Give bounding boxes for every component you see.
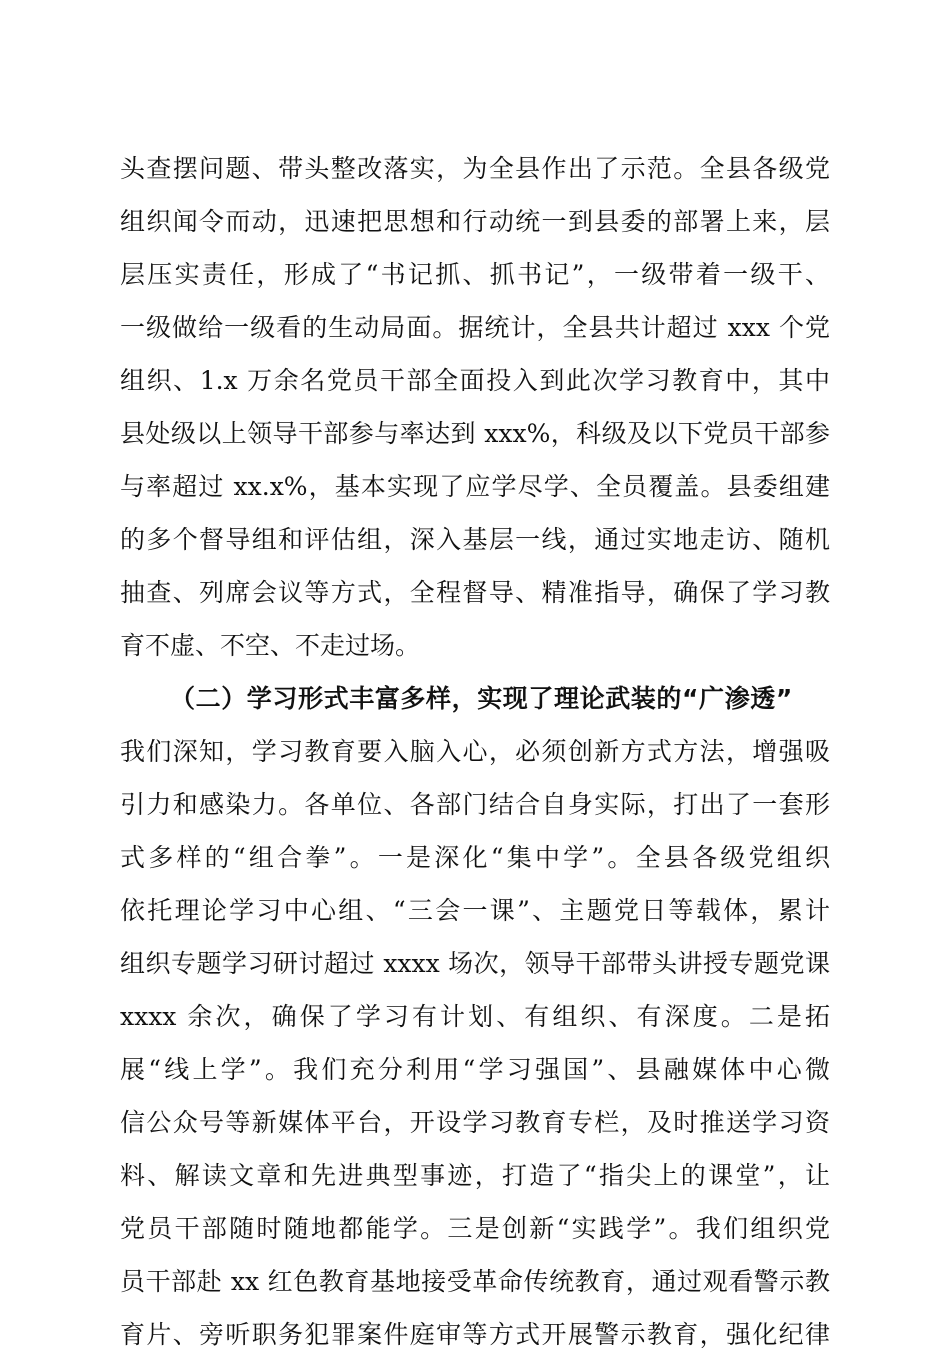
paragraph2-line: 料、解读文章和先进典型事迹，打造了“指尖上的课堂”，让 [120,1161,830,1190]
paragraph2-line: 我们深知，学习教育要入脑入心，必须创新方式方法，增强吸 [120,737,830,766]
paragraph1-line: 育不虚、不空、不走过场。 [120,631,421,660]
paragraph2-line: 组织专题学习研讨超过 xxxx 场次，领导干部带头讲授专题党课 [120,949,830,978]
paragraph2-line: 展“线上学”。我们充分利用“学习强国”、县融媒体中心微 [120,1055,830,1084]
paragraph1-line: 组织闻令而动，迅速把思想和行动统一到县委的部署上来，层 [120,207,830,236]
document-body [120,142,830,1361]
paragraph1-line: 与率超过 xx.x%，基本实现了应学尽学、全员覆盖。县委组建 [120,472,830,501]
paragraph1-line: 的多个督导组和评估组，深入基层一线，通过实地走访、随机 [120,525,830,554]
paragraph2-line: 信公众号等新媒体平台，开设学习教育专栏，及时推送学习资 [120,1108,830,1137]
paragraph1-line: 层压实责任，形成了“书记抓、抓书记”，一级带着一级干、 [120,260,830,289]
paragraph2-line: 依托理论学习中心组、“三会一课”、主题党日等载体，累计 [120,896,830,925]
paragraph2-line: 引力和感染力。各单位、各部门结合自身实际，打出了一套形 [120,790,830,819]
paragraph1-line: 组织、1.x 万余名党员干部全面投入到此次学习教育中，其中 [120,366,830,395]
section-heading: （二）学习形式丰富多样，实现了理论武装的“广渗透” [170,684,793,713]
paragraph2-line: 员干部赴 xx 红色教育基地接受革命传统教育，通过观看警示教 [120,1267,830,1296]
paragraph1-line: 一级做给一级看的生动局面。据统计，全县共计超过 xxx 个党 [120,313,830,342]
paragraph1-line: 抽查、列席会议等方式，全程督导、精准指导，确保了学习教 [120,578,830,607]
paragraph2-line: 党员干部随时随地都能学。三是创新“实践学”。我们组织党 [120,1214,830,1243]
paragraph2-line: 育片、旁听职务犯罪案件庭审等方式开展警示教育，强化纪律 [120,1320,830,1349]
paragraph1-line: 头查摆问题、带头整改落实，为全县作出了示范。全县各级党 [120,154,830,183]
paragraph2-line: 式多样的“组合拳”。一是深化“集中学”。全县各级党组织 [120,843,830,872]
paragraph2-line: xxxx 余次，确保了学习有计划、有组织、有深度。二是拓 [120,1002,830,1031]
paragraph1-line: 县处级以上领导干部参与率达到 xxx%，科级及以下党员干部参 [120,419,830,448]
